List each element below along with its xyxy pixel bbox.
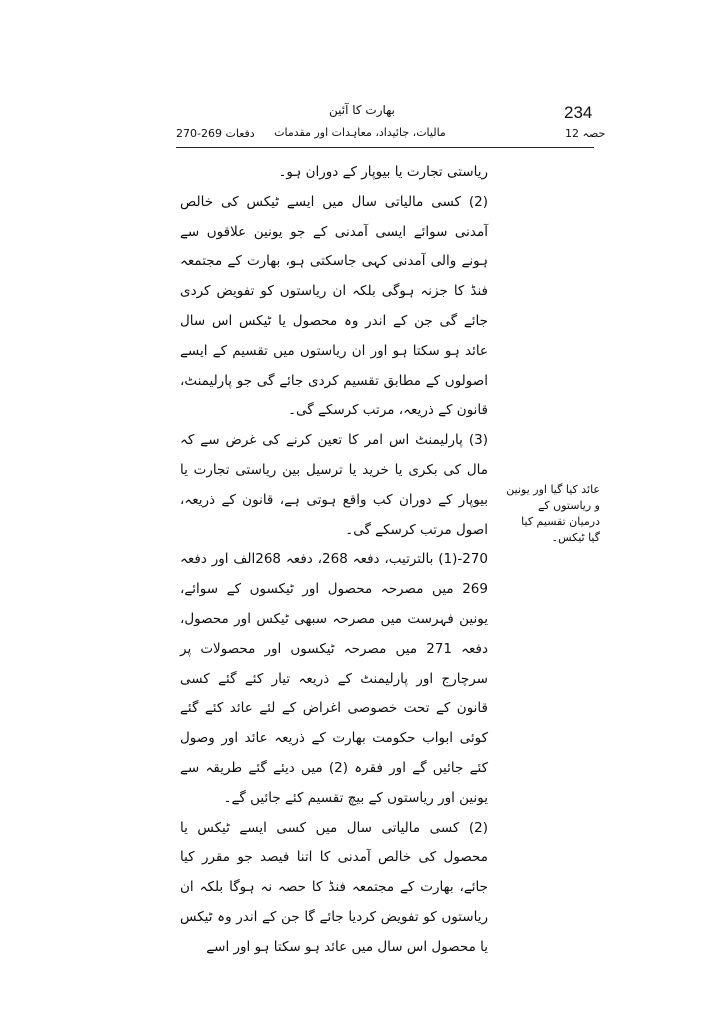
paragraph: (2) کسی مالیاتی سال میں ایسے ٹیکس کی خالص آمدنی سوائے ایسی آمدنی کے جو یونین علاقوں سے ہونے والی آمدنی کہی جاسکتی ہو، بھارت کے مجتمعہ فنڈ کا جزنہ ہوگی بلکہ ان ریاستوں کو تفویض کردی جائے گی جن کے اندر وہ محصول یا ٹیکس اس سال عائد ہو سکتا ہو اور ان ریاستوں میں تقسیم کے ایسے اصولوں کے مطابق تقسیم کردی جائے گی جو پارلیمنٹ، قانون کے ذریعہ، مرتب کرسکے گی۔ — [180, 193, 488, 419]
page-number: 234 — [564, 103, 593, 122]
articles-label: دفعات 269-270 — [176, 127, 255, 140]
chapter-title: مالیات، جائیداد، معاہدات اور مقدمات — [274, 126, 446, 139]
book-title: بھارت کا آئین — [328, 103, 396, 117]
part-label: حصہ 12 — [565, 127, 606, 140]
paragraph: (3) پارلیمنٹ اس امر کا تعین کرنے کی غرض سے کہ مال کی بکری یا خرید یا ترسیل بین ریاستی تجارت یا بیوپار کے دوران کب واقع ہوتی ہے، قانون کے ذریعہ، اصول مرتب کرسکے گی۔ — [180, 432, 488, 538]
paragraph: 270-(1) بالترتیب، دفعہ 268، دفعہ 268الف اور دفعہ 269 میں مصرحہ محصول اور ٹیکسوں کے سوائے، یونین فہرست میں مصرحہ سبھی ٹیکس اور محصول، دفعہ 271 میں مصرحہ ٹیکسوں اور محصولات پر سرچارج اور پارلیمنٹ کے ذریعہ تیار کئے گئے کسی قانون کے تحت خصوصی اغراض کے لئے عائد کئے گئے کوئی ابواب حکومت بھارت کے ذریعہ عائد اور وصول کئے جائیں گے اور فقرہ (2) میں دیئے گئے طریقہ سے یونین اور ریاستوں کے بیچ تقسیم کئے جائیں گے۔ — [180, 551, 489, 806]
paragraph: (2) کسی مالیاتی سال میں کسی ایسے ٹیکس یا محصول کی خالص آمدنی کا اتنا فیصد جو مقرر کیا جائے، بھارت کے مجتمعہ فنڈ کا حصہ نہ ہوگا بلکہ ان ریاستوں کو تفویض کردیا جائے گا جن کے اندر وہ ٹیکس یا محصول اس سال میں عائد ہو سکتا ہو اور اسے — [180, 819, 488, 955]
margin-note: عائد کیا گیا اور یونین و ریاستوں کے درمیان تقسیم کیا گیا ٹیکس۔ — [506, 483, 600, 544]
body-text — [180, 158, 488, 963]
header-rule — [176, 147, 594, 148]
paragraph: ریاستی تجارت یا بیوپار کے دوران ہو۔ — [278, 164, 488, 180]
